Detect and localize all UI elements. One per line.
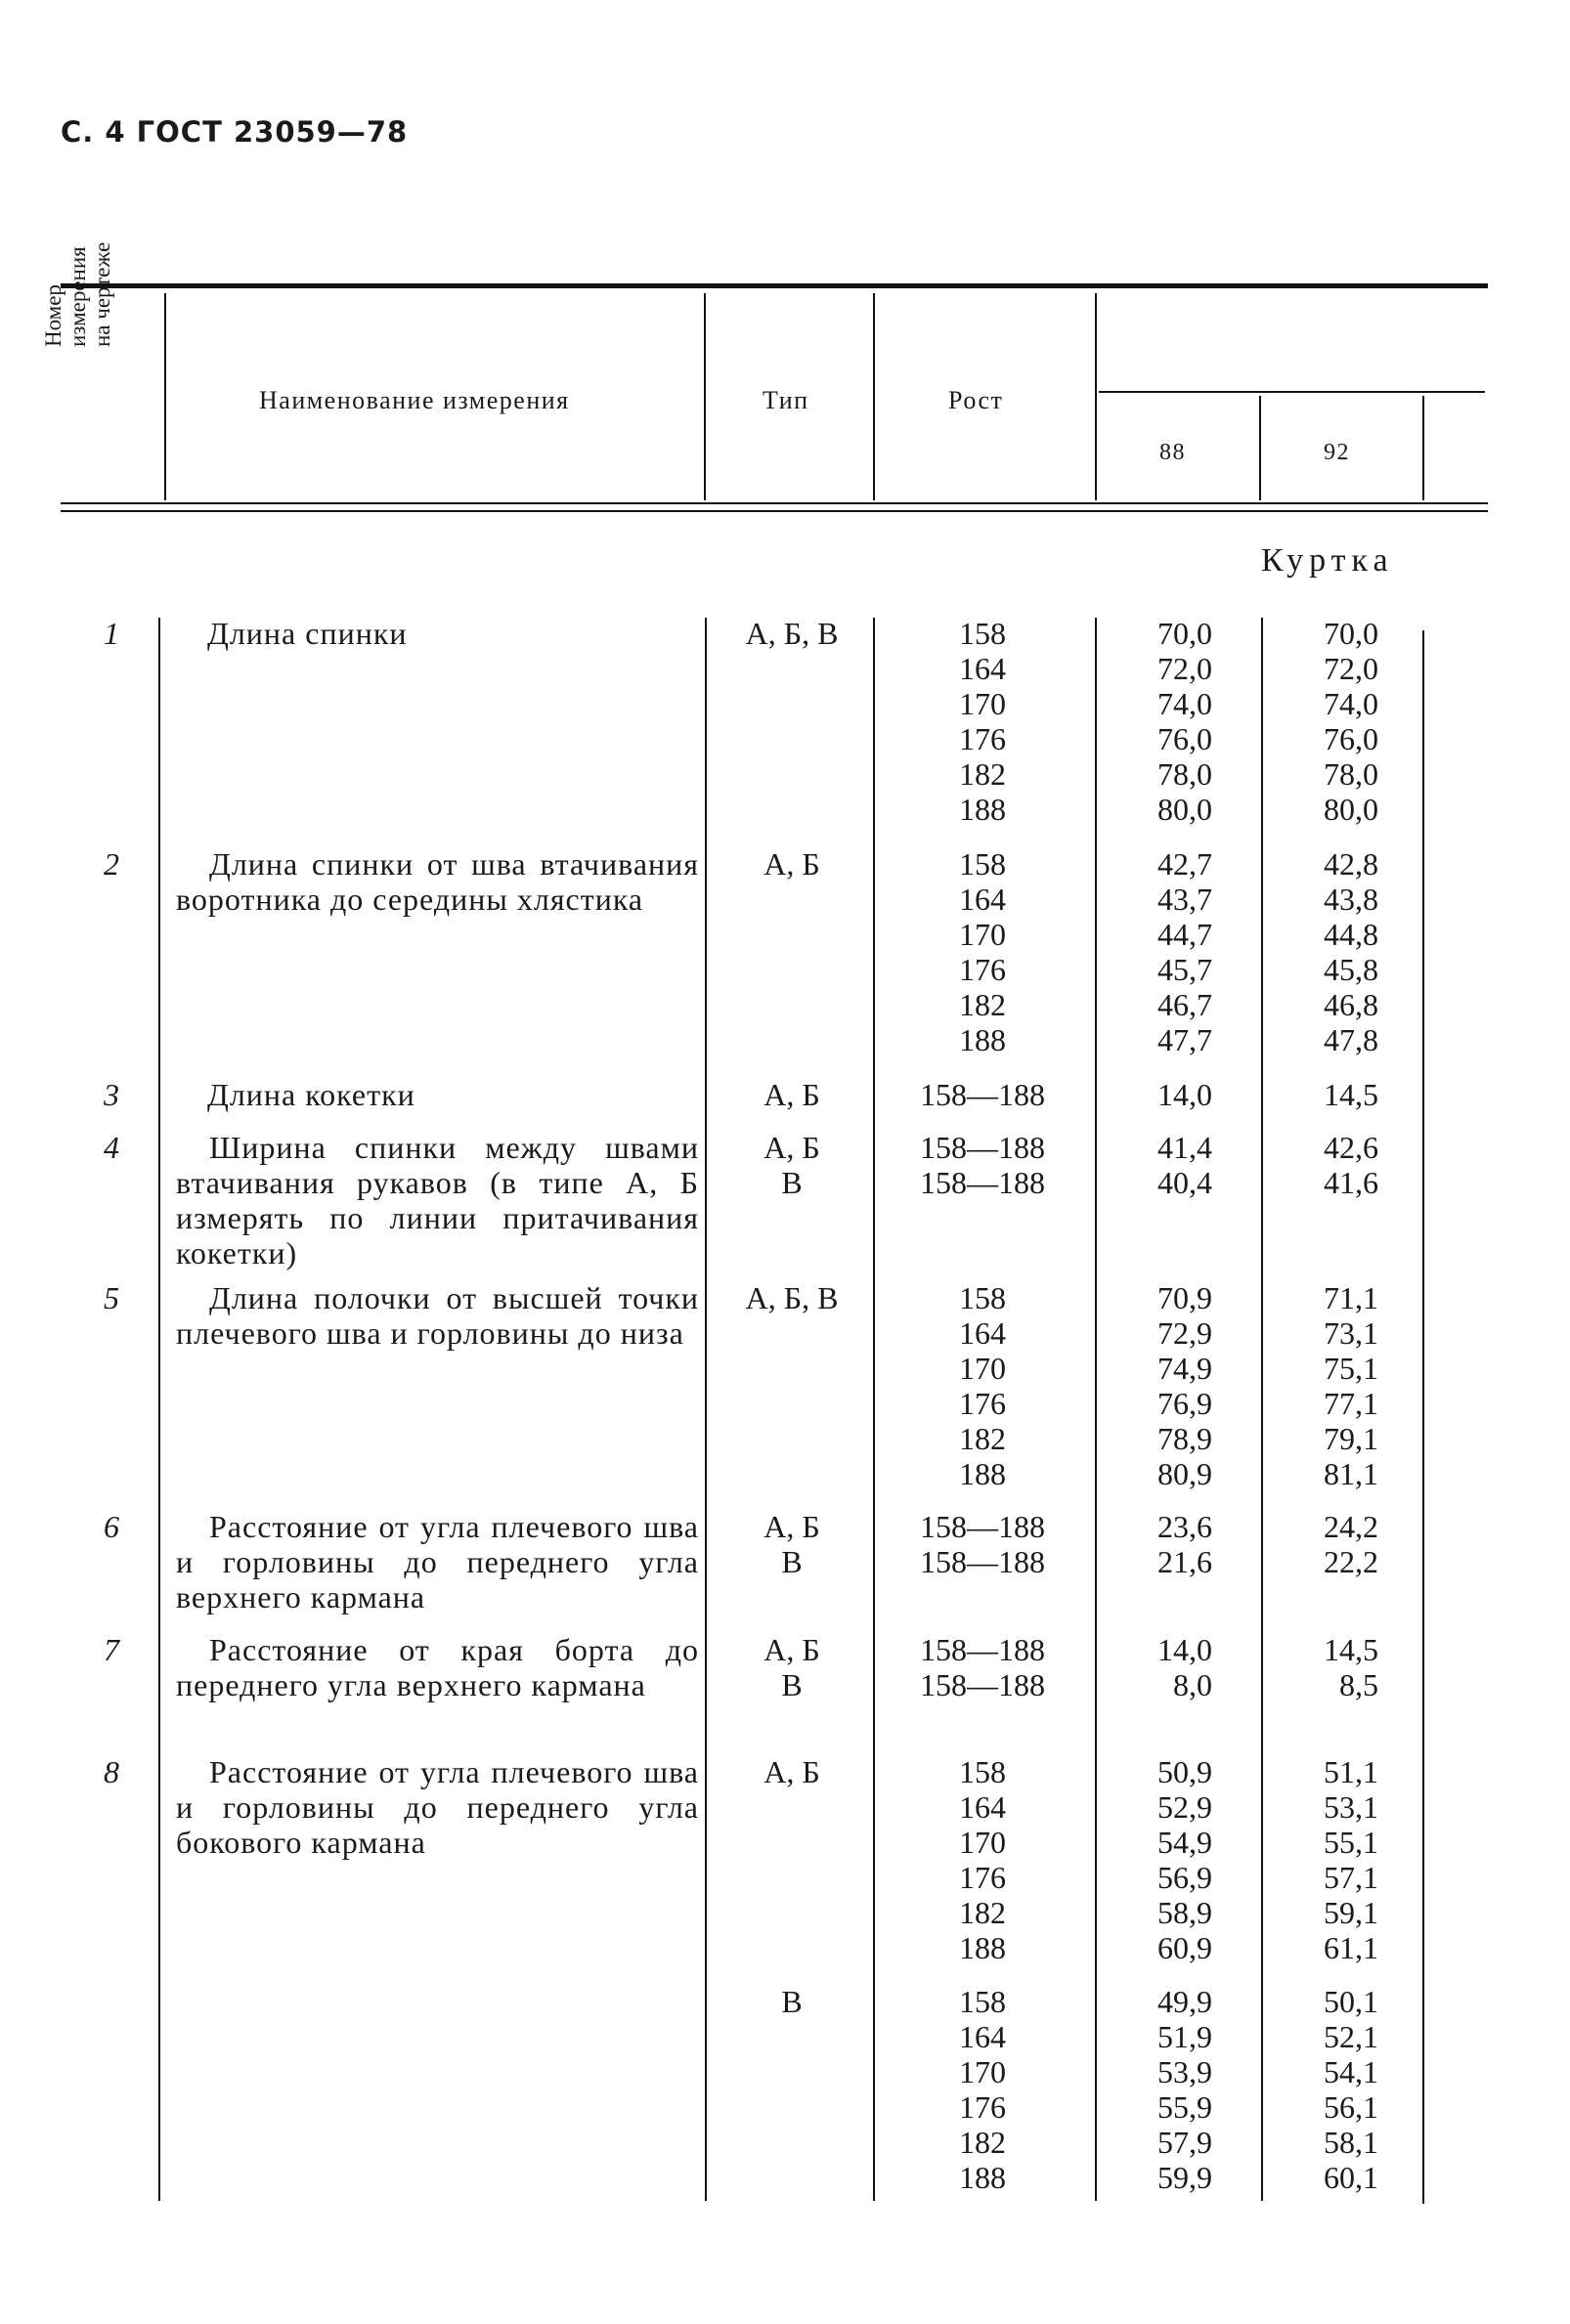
body-divider-6 <box>1422 630 1424 2204</box>
row-3-size-92: 14,5 <box>1324 1077 1378 1112</box>
row-7-heights: 158—188 158—188 <box>920 1632 1045 1702</box>
row-3-size-88: 14,0 <box>1157 1077 1212 1112</box>
column-header-type: Тип <box>763 386 809 414</box>
row-2-number: 2 <box>104 846 119 882</box>
row-5-size-88: 70,9 72,9 74,9 76,9 78,9 80,9 <box>1157 1280 1212 1491</box>
row-5-type: А, Б, В <box>745 1280 839 1315</box>
row-7-type: А, Б В <box>763 1632 820 1702</box>
row-4-name: Ширина спинки между швами втачивания рукавов (в типе А, Б измерять по линии притачивания кокетки) <box>176 1130 699 1270</box>
page-header: С. 4 ГОСТ 23059—78 <box>61 115 409 149</box>
row-3-name: Длина кокетки <box>207 1077 415 1112</box>
body-divider-2 <box>705 618 707 2201</box>
row-4-heights: 158—188 158—188 <box>920 1130 1045 1200</box>
row-5-number: 5 <box>104 1280 119 1315</box>
row-6-name: Расстояние от угла плечевого шва и горловины до переднего угла верхнего кармана <box>176 1509 699 1614</box>
row-8-heights: 158 164 170 176 182 188 <box>959 1754 1006 1965</box>
header-bottom-rule-2 <box>61 510 1488 512</box>
column-header-height: Рост <box>948 386 1004 414</box>
row-4-size-92: 42,6 41,6 <box>1324 1130 1378 1200</box>
header-divider-4 <box>1095 293 1097 500</box>
row-4-number: 4 <box>104 1130 119 1165</box>
row-4-size-88: 41,4 40,4 <box>1157 1130 1212 1200</box>
body-divider-1 <box>158 618 160 2201</box>
size-header-rule <box>1099 391 1485 393</box>
table-top-rule <box>61 283 1488 288</box>
row-1-size-92: 70,0 72,0 74,0 76,0 78,0 80,0 <box>1324 616 1378 827</box>
column-header-number: Номер измерения на чертеже <box>41 241 114 347</box>
row-2-size-92: 42,8 43,8 44,8 45,8 46,8 47,8 <box>1324 846 1378 1057</box>
row-6-size-88: 23,6 21,6 <box>1157 1509 1212 1579</box>
row-8-number: 8 <box>104 1754 119 1789</box>
row-2-type: А, Б <box>763 846 820 882</box>
section-title: Куртка <box>1261 542 1394 579</box>
header-divider-6 <box>1422 396 1424 500</box>
header-divider-3 <box>873 293 875 500</box>
row-5-heights: 158 164 170 176 182 188 <box>959 1280 1006 1491</box>
row-7-number: 7 <box>104 1632 119 1667</box>
row-6-type: А, Б В <box>763 1509 820 1579</box>
row-8b-heights: 158 164 170 176 182 188 <box>959 1984 1006 2195</box>
row-8-size-92: 51,1 53,1 55,1 57,1 59,1 61,1 <box>1324 1754 1378 1965</box>
row-2-heights: 158 164 170 176 182 188 <box>959 846 1006 1057</box>
row-1-number: 1 <box>104 616 119 651</box>
row-5-size-92: 71,1 73,1 75,1 77,1 79,1 81,1 <box>1324 1280 1378 1491</box>
row-6-number: 6 <box>104 1509 119 1544</box>
header-divider-2 <box>704 293 706 500</box>
row-7-name: Расстояние от края борта до переднего угла верхнего кармана <box>176 1632 699 1702</box>
column-header-size-92: 92 <box>1324 440 1350 465</box>
row-3-number: 3 <box>104 1077 119 1112</box>
row-1-name: Длина спинки <box>207 616 408 651</box>
row-8b-type: В <box>781 1984 803 2019</box>
row-6-size-92: 24,2 22,2 <box>1324 1509 1378 1579</box>
column-header-name: Наименование измерения <box>259 386 570 414</box>
row-2-name: Длина спинки от шва втачивания воротника до середины хлястика <box>176 846 699 917</box>
row-1-heights: 158 164 170 176 182 188 <box>959 616 1006 827</box>
row-1-type: А, Б, В <box>745 616 839 651</box>
row-7-size-92: 14,5 8,5 <box>1324 1632 1378 1702</box>
row-8-size-88: 50,9 52,9 54,9 56,9 58,9 60,9 <box>1157 1754 1212 1965</box>
row-3-type: А, Б <box>763 1077 820 1112</box>
row-8b-size-92: 50,1 52,1 54,1 56,1 58,1 60,1 <box>1324 1984 1378 2195</box>
header-divider-5 <box>1259 396 1261 500</box>
row-2-size-88: 42,7 43,7 44,7 45,7 46,7 47,7 <box>1157 846 1212 1057</box>
row-8b-size-88: 49,9 51,9 53,9 55,9 57,9 59,9 <box>1157 1984 1212 2195</box>
column-header-size-88: 88 <box>1159 440 1186 465</box>
row-5-name: Длина полочки от высшей точки плечевого шва и горловины до низа <box>176 1280 699 1351</box>
row-4-type: А, Б В <box>763 1130 820 1200</box>
row-3-heights: 158—188 <box>920 1077 1045 1112</box>
row-6-heights: 158—188 158—188 <box>920 1509 1045 1579</box>
row-8-name: Расстояние от угла плечевого шва и горловины до переднего угла бокового кармана <box>176 1754 699 1860</box>
row-1-size-88: 70,0 72,0 74,0 76,0 78,0 80,0 <box>1157 616 1212 827</box>
header-bottom-rule <box>61 502 1488 504</box>
row-8-type: А, Б <box>763 1754 820 1789</box>
row-7-size-88: 14,0 8,0 <box>1157 1632 1212 1702</box>
